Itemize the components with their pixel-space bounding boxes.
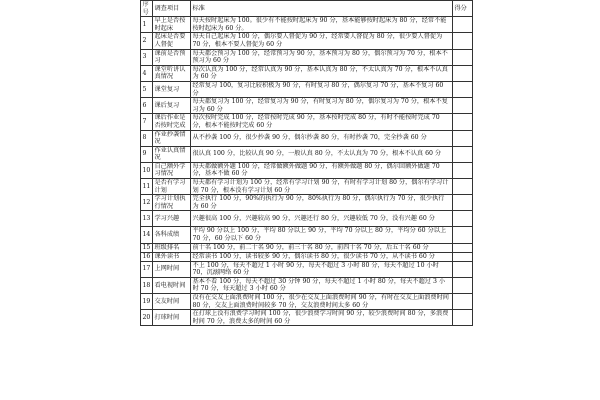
row-score (453, 130, 473, 146)
row-number: 2 (141, 33, 153, 49)
table-row (141, 81, 473, 97)
row-number: 20 (141, 310, 153, 326)
row-item: 早上是否按时起床 (153, 17, 191, 33)
row-score (453, 17, 473, 33)
table-row (141, 243, 473, 252)
row-standard: 每天都做额外题 100 分，经常做额外做题 90 分，有额外做题 80 分，偶尔回额外做题 70 分，基本不做 60 分 (191, 162, 453, 178)
row-item: 各科成绩 (153, 227, 191, 243)
table-row (141, 227, 473, 243)
row-item: 上网时间 (153, 261, 191, 277)
row-number: 14 (141, 227, 153, 243)
row-standard: 每次按时完成 100 分，经常按时完成 90 分，基本按时完成 80 分，有时不能按时完成 70 分，根本不能按时完成 60 分 (191, 114, 453, 130)
row-item: 自己额外学习情况 (153, 162, 191, 178)
row-number: 11 (141, 179, 153, 195)
table-row (141, 17, 473, 33)
row-score (453, 310, 473, 326)
row-score (453, 65, 473, 81)
row-score (453, 146, 473, 162)
row-standard: 基本不看 100 分，每天不超过 30 分钟 90 分，每天不超过 1 小时 80 分，每天不超过 3 小时 70 分，每天超过 3 小时 60 分 (191, 277, 453, 293)
row-score (453, 211, 473, 227)
row-item: 班级排名 (153, 243, 191, 252)
table-row (141, 252, 473, 261)
table-row (141, 310, 473, 326)
row-standard: 经常复习 100，复习比较积极为 90 分，有时复习 80 分，偶尔复习 70 分，基本不复习 60 分 (191, 81, 453, 97)
row-item: 是否有学习计划 (153, 179, 191, 195)
table-row (141, 294, 473, 310)
row-standard: 不上 100 分，每天不超过 1 小时 90 分，每天不超过 3 小时 80 分，每天不超过 10 小时 70，沉溺网络 60 分 (191, 261, 453, 277)
row-number: 17 (141, 261, 153, 277)
row-number: 10 (141, 162, 153, 178)
table-row (141, 98, 473, 114)
row-score (453, 114, 473, 130)
row-standard: 每次认真为 100 分，经常认真为 90 分，基本认真为 80 分，不太认真为 70 分，根本不认真为 60 分 (191, 65, 453, 81)
table-header-row (141, 1, 473, 17)
row-score (453, 162, 473, 178)
row-standard: 每天都有学习计划为 100 分，经常有学习计划 90 分，有时有学习计划 80 分，偶尔有学习计划 70 分，根本没有学习计划 60 分 (191, 179, 453, 195)
row-item: 课后复习 (153, 98, 191, 114)
table-row (141, 146, 473, 162)
row-number: 5 (141, 81, 153, 97)
table-row (141, 162, 473, 178)
row-standard: 在打球上没有浪费学习时间 100 分，很少浪费学习时间 90 分，较少浪费时间 80 分，多浪费时间 70 分，浪费太多的时间 60 分 (191, 310, 453, 326)
row-standard: 平均 90 分以上 100 分，平均 80 分以上 90 分，平均 70 分以上 80 分，平均分 60 分以上 70 分，60 分以下 60 分 (191, 227, 453, 243)
row-item: 打球时间 (153, 310, 191, 326)
row-standard: 每天按时起床为 100。很少有不能按时起床为 90 分，基本能够按时起床为 80 分，经常不能按时起床为 60 分。 (191, 17, 453, 33)
row-standard: 每天都复习为 100 分，经常复习为 90 分，有时复习为 80 分，偶尔复习为 70 分，根本不复习为 60 分 (191, 98, 453, 114)
header-score: 得分 (453, 1, 473, 17)
row-standard: 前十名 100 分，前二十名 90 分，前三十名 80 分，前四十名 70 分，后五十名 60 分 (191, 243, 453, 252)
row-item: 课堂复习 (153, 81, 191, 97)
survey-sheet (140, 0, 472, 400)
row-item: 学习兴趣 (153, 211, 191, 227)
row-score (453, 49, 473, 65)
row-score (453, 252, 473, 261)
table-row (141, 130, 473, 146)
row-number: 4 (141, 65, 153, 81)
row-standard: 经常读书 100 分，读书较多 90 分，偶尔读书 80 分，很少读书 70 分，从不读书 60 分 (191, 252, 453, 261)
row-number: 18 (141, 277, 153, 293)
table-row (141, 114, 473, 130)
row-score (453, 195, 473, 211)
table-row (141, 65, 473, 81)
survey-table (140, 0, 473, 326)
row-number: 12 (141, 195, 153, 211)
row-number: 13 (141, 211, 153, 227)
row-item: 课后作业是否按时完成 (153, 114, 191, 130)
row-number: 19 (141, 294, 153, 310)
header-standard: 标准 (191, 1, 453, 17)
row-number: 3 (141, 49, 153, 65)
row-item: 作业认真情况 (153, 146, 191, 162)
header-number: 序号 (141, 1, 153, 17)
row-standard: 很认真 100 分，比较认真 90 分，一般认真 80 分，不太认真为 70 分，根本不认真 60 分 (191, 146, 453, 162)
table-row (141, 277, 473, 293)
row-item: 课堂听讲认真情况 (153, 65, 191, 81)
row-number: 9 (141, 146, 153, 162)
row-score (453, 33, 473, 49)
row-item: 起床是否要人督促 (153, 33, 191, 49)
row-score (453, 243, 473, 252)
row-item: 课前是否预习 (153, 49, 191, 65)
row-standard: 从不抄袭 100 分，很少抄袭 90 分，偶尔抄袭 80 分，有时抄袭 70，完全抄袭 60 分 (191, 130, 453, 146)
row-standard: 没有在交友上面浪费时间 100 分，很少在交友上面浪费时间 90 分，有时在交友上面浪费时间 80 分，交友上面浪费时间较多 70 分，交友浪费时间太多 60 分 (191, 294, 453, 310)
row-item: 看电视时间 (153, 277, 191, 293)
row-score (453, 277, 473, 293)
table-row (141, 195, 473, 211)
row-standard: 每天自己起床为 100 分，偶尔要人督促为 90 分，经常要人督促为 80 分，很少要人督促为 70 分，根本不要人督促为 60 分 (191, 33, 453, 49)
row-number: 8 (141, 130, 153, 146)
row-number: 1 (141, 17, 153, 33)
row-number: 6 (141, 98, 153, 114)
row-score (453, 227, 473, 243)
table-row (141, 179, 473, 195)
table-row (141, 49, 473, 65)
row-score (453, 294, 473, 310)
row-score (453, 81, 473, 97)
row-item: 交友时间 (153, 294, 191, 310)
table-row (141, 261, 473, 277)
row-score (453, 179, 473, 195)
header-item: 调查项目 (153, 1, 191, 17)
row-score (453, 261, 473, 277)
table-row (141, 33, 473, 49)
row-standard: 每天都会预习为 100 分，经常预习为 90 分，基本预习为 80 分，偶尔预习为 70 分，根本不预习为 60 分 (191, 49, 453, 65)
row-score (453, 98, 473, 114)
row-standard: 完全执行 100 分，90%的执行为 90 分，80%执行为 80 分，偶尔执行为 70 分，很少执行为 60 分 (191, 195, 453, 211)
table-row (141, 211, 473, 227)
row-number: 16 (141, 252, 153, 261)
row-number: 15 (141, 243, 153, 252)
row-number: 7 (141, 114, 153, 130)
row-item: 课外读书 (153, 252, 191, 261)
row-item: 作业抄袭情况 (153, 130, 191, 146)
row-standard: 兴趣很高 100 分，兴趣较高 90 分，兴趣还行 80 分，兴趣较低 70 分，没有兴趣 60 分 (191, 211, 453, 227)
row-item: 学习计划执行情况 (153, 195, 191, 211)
